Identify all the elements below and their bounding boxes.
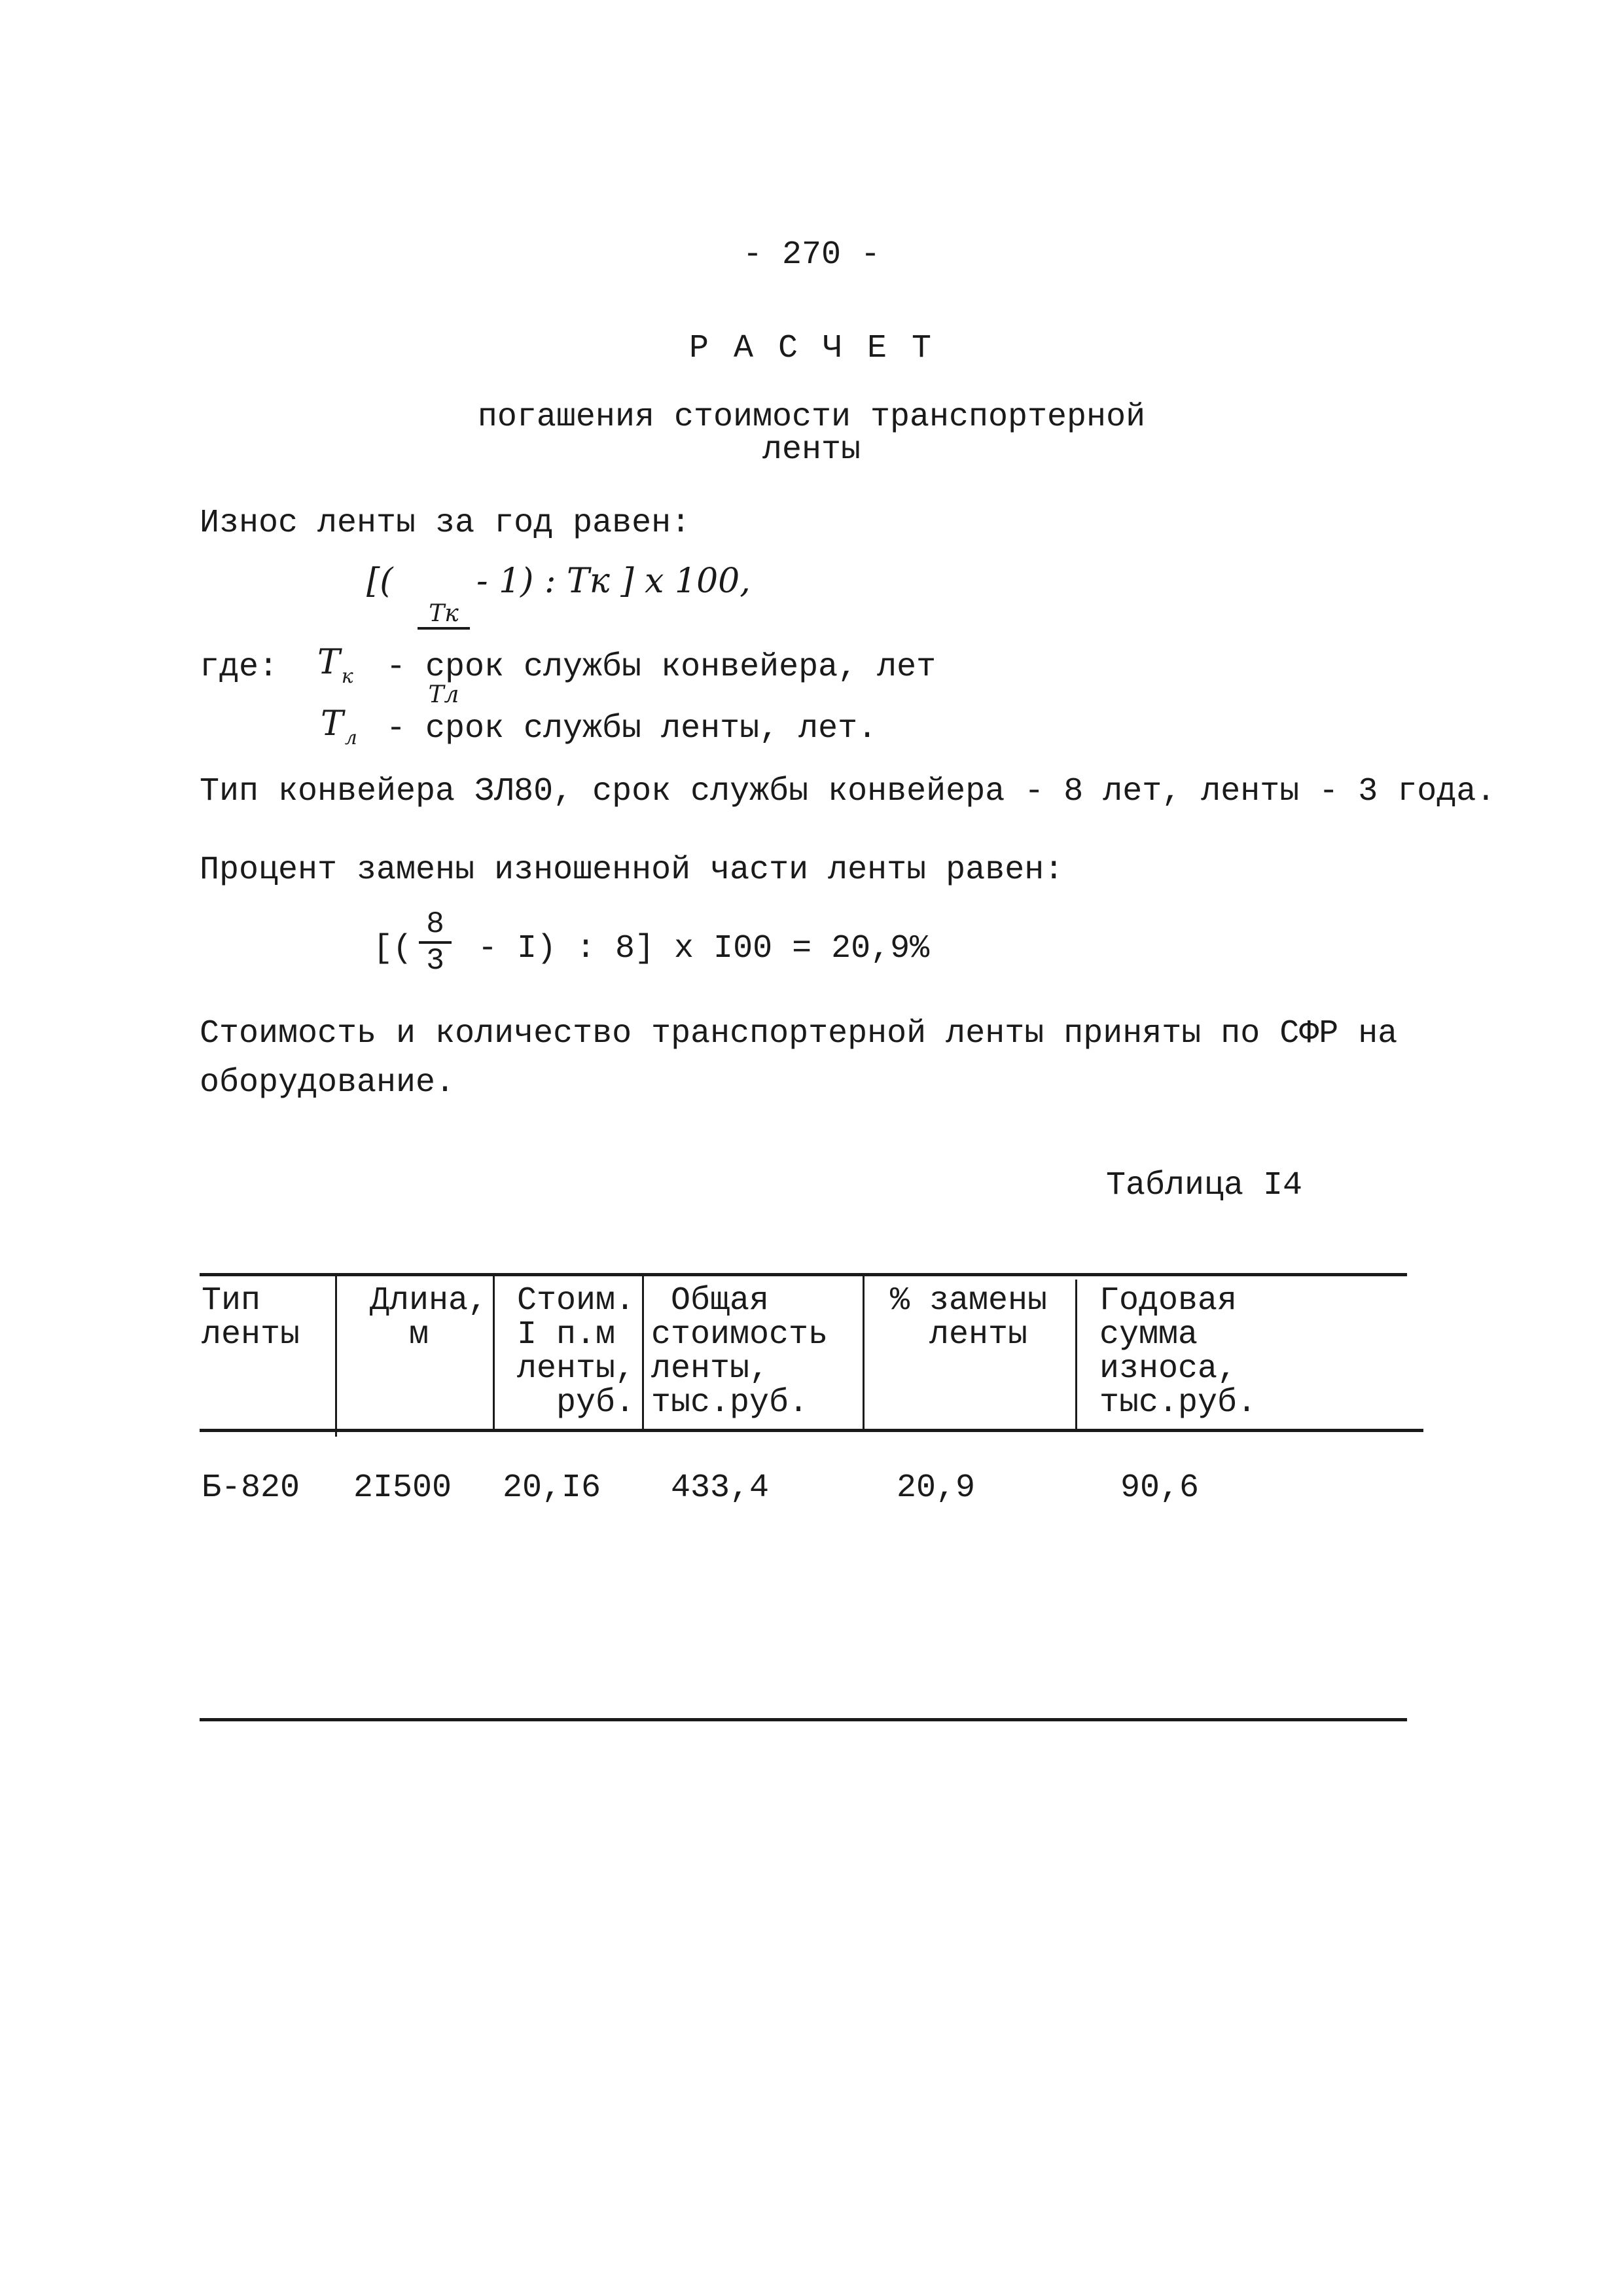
column-divider	[493, 1276, 495, 1429]
table-header-cell: % замены ленты	[890, 1282, 1048, 1354]
table-header-cell: Тип ленты	[202, 1282, 300, 1354]
table-header-cell: Стоим. I п.м ленты, руб.	[517, 1282, 635, 1422]
variable-tl-description: - срок службы ленты, лет.	[386, 710, 878, 747]
column-divider	[642, 1276, 644, 1429]
replacement-formula-intro: Процент замены изношенной части ленты равен:	[200, 852, 1064, 889]
where-label: где:	[200, 649, 279, 686]
fraction-denominator: Tл	[428, 681, 459, 708]
table-cell: 90,6	[1120, 1469, 1200, 1507]
table-top-rule	[200, 1273, 1407, 1276]
variable-tk-symbol: T	[317, 643, 340, 682]
variable-tl-sub: л	[344, 726, 357, 749]
variable-tk	[317, 643, 353, 688]
column-divider	[1075, 1280, 1077, 1429]
page-number: - 270 -	[742, 236, 881, 274]
table-cell: 2I500	[353, 1469, 452, 1507]
conveyor-info: Тип конвейера ЗЛ80, срок службы конвейера - 8 лет, ленты - 3 года.	[200, 773, 1496, 810]
formula-rest: - 1) : Tк ] x 100,	[476, 562, 751, 601]
variable-tk-description: - срок службы конвейера, лет	[386, 649, 936, 686]
table-cell: 433,4	[671, 1469, 770, 1507]
table-cell: Б-820	[202, 1469, 300, 1507]
table-cell: 20,9	[897, 1469, 976, 1507]
formula-bracket-open: [(	[366, 562, 393, 601]
fraction-numerator: Tк	[418, 601, 470, 630]
variable-tl-symbol: T	[321, 704, 344, 744]
table-header-cell: Длина, м	[370, 1282, 488, 1354]
note-line-2: оборудование.	[200, 1064, 455, 1102]
column-divider	[863, 1276, 865, 1429]
note-line-1: Стоимость и количество транспортерной ленты приняты по СФР на	[200, 1015, 1398, 1052]
formula2-rest: - I) : 8] x I00 = 20,9%	[478, 930, 930, 967]
variable-tl	[321, 704, 357, 749]
page-title: Р А С Ч Е Т	[688, 330, 935, 367]
table-header-rule	[200, 1429, 1423, 1432]
subtitle-line-1: погашения стоимости транспортерной	[477, 399, 1146, 436]
formula2-fraction	[419, 907, 452, 978]
subtitle-line-2: ленты	[762, 431, 861, 469]
table-caption: Таблица I4	[1106, 1167, 1303, 1204]
fraction2-numerator: 8	[419, 907, 452, 944]
fraction2-denominator: 3	[426, 944, 444, 978]
wear-formula-intro: Износ ленты за год равен:	[200, 505, 691, 542]
column-divider	[335, 1276, 337, 1437]
table-header-cell: Общая стоимость ленты, тыс.руб.	[651, 1282, 829, 1422]
formula2-bracket-open: [(	[373, 930, 413, 967]
variable-tk-sub: к	[341, 665, 353, 688]
table-cell: 20,I6	[503, 1469, 601, 1507]
table-bottom-rule	[200, 1718, 1407, 1721]
table-header-cell: Годовая сумма износа, тыс.руб.	[1099, 1282, 1257, 1422]
